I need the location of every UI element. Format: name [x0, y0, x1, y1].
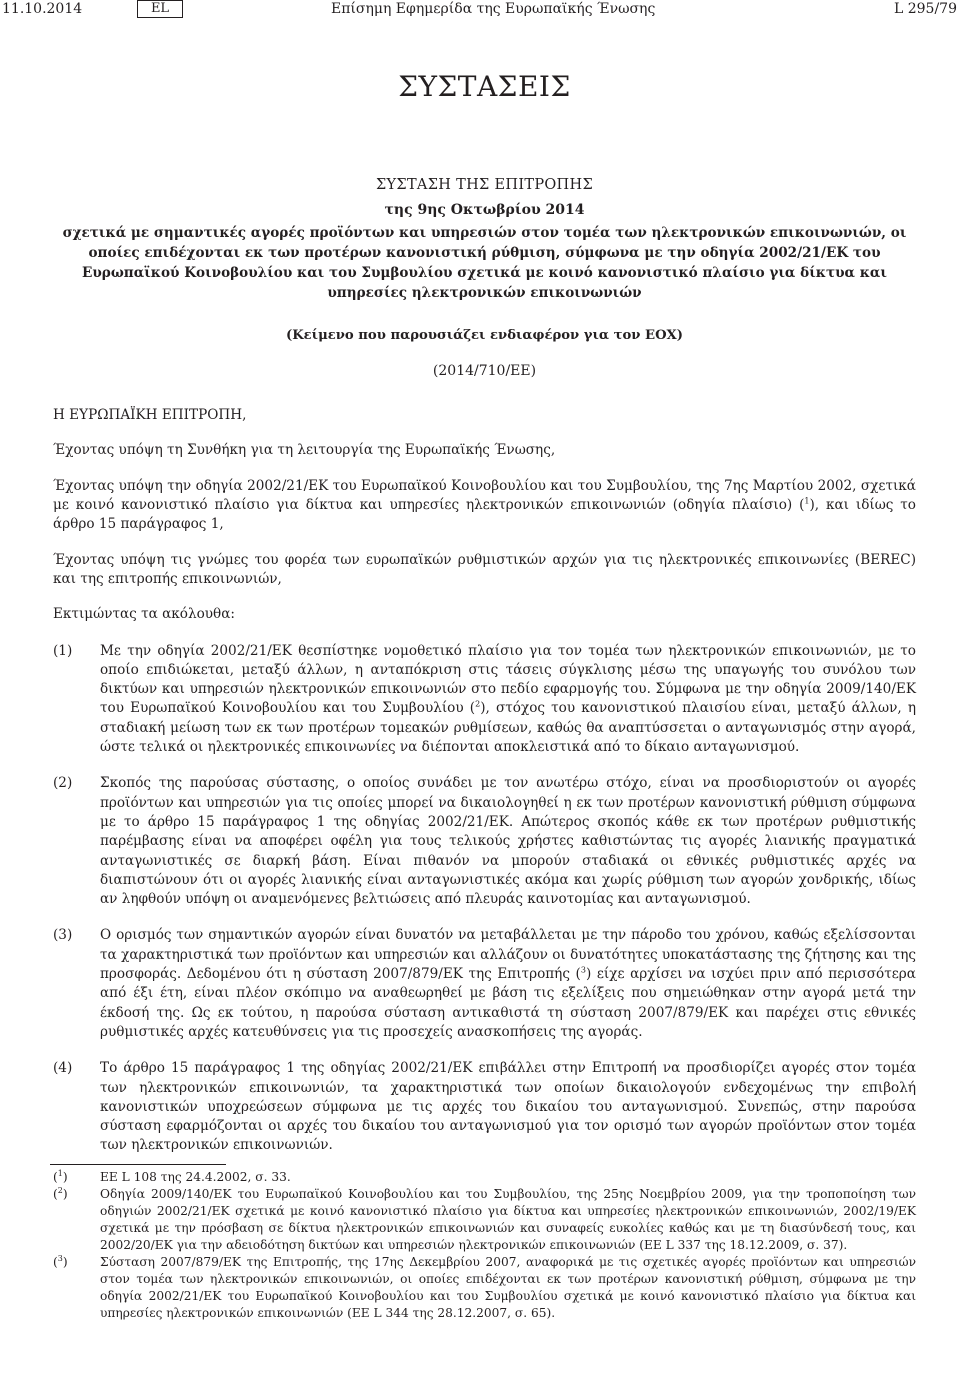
recital-text: Με την οδηγία 2002/21/ΕΚ θεσπίστηκε νομοθετικό πλαίσιο για τον τομέα των ηλεκτρονικών επικοινωνιών, με το οποίο επιδιώκεται, μεταξύ άλλων, η ανταπόκριση στις τάσεις σύγκλισης μέσω της υπαγωγής του συνόλου των δικτύων και υπηρεσιών ηλεκτρονικών επικοινωνιών στο πεδίο εφαρμογής του. Σύμφωνα με την οδηγία 2009/140/ΕΚ του Ευρωπαϊκού Κοινοβουλίου και του Συμβουλίου ($^2$), στόχος του κανονιστικού πλαισίου είναι, μεταξύ άλλων, η σταδιακή μείωση των εκ των προτέρων τομεακών ρυθμίσεων, καθώς θα αναπτύσσεται ο ανταγωνισμός στην αγορά, ώστε τελικά οι ηλεκτρονικές επικοινωνίες να διέπονται αποκλειστικά από το δίκαιο ανταγωνισμού. — [100, 642, 917, 756]
footnote-text: Οδηγία 2009/140/ΕΚ του Ευρωπαϊκού Κοινοβουλίου και του Συμβουλίου, της 25ης Νοεμβρίου 2009, για την τροποποίηση των οδηγιών 2002/21/ΕΚ σχετικά με κοινό κανονιστικό πλαίσιο για δίκτυα και υπηρεσίες ηλεκτρονικών επικοινωνιών, 2002/19/ΕΚ σχετικά με την πρόσβαση σε δίκτυα ηλεκτρονικών επικοινωνιών και συναφείς ευκολίες καθώς και με τη διασύνδεσή τους, και 2002/20/ΕΚ για την αδειοδότηση δικτύων και υπηρεσιών ηλεκτρονικών επικοινωνιών (ΕΕ L 337 της 18.12.2009, σ. 37). — [100, 1186, 916, 1253]
act-reference: (2014/710/ΕΕ) — [432, 362, 537, 379]
footnote-divider — [50, 1164, 226, 1165]
eea-relevance: (Κείμενο που παρουσιάζει ενδιαφέρον για τον ΕΟΧ) — [285, 327, 684, 343]
act-subject: σχετικά με σημαντικές αγορές προϊόντων και υπηρεσιών στον τομέα των ηλεκτρονικών επικοινωνιών, οι οποίες επιδέχονται εκ των προτέρων κανονιστική ρύθμιση, σύμφωνα με την οδηγία 2002/21/ΕΚ του Ευρωπαϊκού Κοινοβουλίου και του Συμβουλίου σχετικά με κοινό κανονιστικό πλαίσιο για δίκτυα και υπηρεσίες ηλεκτρονικών επικοινωνιών — [62, 224, 907, 301]
recital-2 — [53, 774, 916, 909]
preamble-author: Η ΕΥΡΩΠΑΪΚΗ ΕΠΙΤΡΟΠΗ, — [53, 407, 247, 424]
page-reference: L 295/79 — [894, 1, 957, 17]
footnote-ref-3: 3 — [580, 965, 586, 975]
recital-1 — [53, 642, 916, 758]
footnote: ($^2$) Οδηγία 2009/140/ΕΚ του Ευρωπαϊκού Κοινοβουλίου και του Συμβουλίου, της 25ης Νοεμβρίου 2009, για την τροποποίηση των οδηγιών 2002/21/ΕΚ σχετικά με κοινό κανονιστικό πλαίσιο για δίκτυα και υπηρεσίες ηλεκτρονικών επικοινωνιών, 2002/19/ΕΚ σχετικά με την πρόσβαση σε δίκτυα ηλεκτρονικών επικοινωνιών και συναφείς ευκολίες καθώς και με τη διασύνδεσή τους, και 2002/20/ΕΚ για την αδειοδότηση δικτύων και υπηρεσιών ηλεκτρονικών επικοινωνιών (ΕΕ L 337 της 18.12.2009, σ. 37). — [53, 1186, 916, 1254]
act-title: ΣΥΣΤΑΣΗ ΤΗΣ ΕΠΙΤΡΟΠΗΣ — [375, 177, 594, 193]
recital-number: (2) — [53, 775, 73, 792]
recital-number: (1) — [53, 642, 73, 659]
recital-number: (3) — [53, 927, 73, 944]
footnote: ($^3$) Σύσταση 2007/879/ΕΚ της Επιτροπής, της 17ης Δεκεμβρίου 2007, αναφορικά με τις σχετικές αγορές προϊόντων και υπηρεσιών στον τομέα των ηλεκτρονικών επικοινωνιών, οι οποίες επιδέχονται εκ των προτέρων κανονιστική ρύθμιση, σύμφωνα με την οδηγία 2002/21/ΕΚ του Ευρωπαϊκού Κοινοβουλίου και του Συμβουλίου σχετικά με κοινό κανονιστικό πλαίσιο για δίκτυα και υπηρεσίες ηλεκτρονικών επικοινωνιών (ΕΕ L 344 της 28.12.2007, σ. 65). — [53, 1254, 916, 1322]
citation-directive: Έχοντας υπόψη την οδηγία 2002/21/ΕΚ του Ευρωπαϊκού Κοινοβουλίου και του Συμβουλίου, της 7ης Μαρτίου 2002, σχετικά με κοινό κανονιστικό πλαίσιο για δίκτυα και υπηρεσίες ηλεκτρονικών επικοινωνιών (οδηγία πλαίσιο) ($^1$), και ιδίως το άρθρο 15 παράγραφος 1, — [53, 477, 916, 533]
footnotes — [53, 1169, 916, 1323]
recital-3 — [53, 926, 916, 1042]
footnote-text: Σύσταση 2007/879/ΕΚ της Επιτροπής, της 17ης Δεκεμβρίου 2007, αναφορικά με τις σχετικές αγορές προϊόντων και υπηρεσιών στον τομέα των ηλεκτρονικών επικοινωνιών, οι οποίες επιδέχονται εκ των προτέρων κανονιστική ρύθμιση, σύμφωνα με την οδηγία 2002/21/ΕΚ του Ευρωπαϊκού Κοινοβουλίου και του Συμβουλίου σχετικά με κοινό κανονιστικό πλαίσιο για δίκτυα και υπηρεσίες ηλεκτρονικών επικοινωνιών (ΕΕ L 344 της 28.12.2007, σ. 65). — [100, 1255, 916, 1321]
citation-berec: Έχοντας υπόψη τις γνώμες του φορέα των ευρωπαϊκών ρυθμιστικών αρχών για τις ηλεκτρονικές επικοινωνίες (BEREC) και της επιτροπής επικοινωνιών, — [53, 551, 916, 587]
recital-text: Το άρθρο 15 παράγραφος 1 της οδηγίας 2002/21/ΕΚ επιβάλλει στην Επιτροπή να προσδιορίζει αγορές στον τομέα των ηλεκτρονικών επικοινωνιών, τα χαρακτηριστικά των οποίων δικαιολογούν ενδεχομένως την επιβολή κανονιστικών υποχρεώσεων σύμφωνα με τις αρχές του δικαίου του ανταγωνισμού. Συνεπώς, στην παρούσα σύσταση εφαρμόζονται οι αρχές του δικαίου του ανταγωνισμού για τον ορισμό των αγορών προϊόντων στον τομέα των ηλεκτρονικών επικοινωνιών. — [100, 1060, 916, 1154]
act-date: της 9ης Οκτωβρίου 2014 — [384, 202, 585, 219]
footnote-number: 2 — [57, 1185, 63, 1195]
footnote-number: 1 — [57, 1168, 63, 1178]
recital-text: Ο ορισμός των σημαντικών αγορών είναι δυνατόν να μεταβάλλεται με την πάροδο του χρόνου, καθώς εξελίσσονται τα χαρακτηριστικά των προϊόντων και υπηρεσιών και αλλάζουν οι δυνατότητες υποκατάστασης της ζήτησης και της προσφοράς. Δεδομένου ότι η σύσταση 2007/879/ΕΚ της Επιτροπής ($^3$) είχε αρχίσει να ισχύει πριν από περισσότερα από έξι έτη, είναι πλέον σκόπιμο να αναθεωρηθεί με βάση τις εξελίξεις που σημειώθηκαν στην αγορά μετά την έκδοσή της. Ως εκ τούτου, η παρούσα σύσταση αντικαθιστά τη σύσταση 2007/879/ΕΚ και παρέχει στις εθνικές ρυθμιστικές αρχές κατευθύνσεις για τις προσεχείς ανασκοπήσεις της αγοράς. — [100, 927, 916, 1040]
footnote-ref-2: 2 — [475, 699, 481, 709]
language-badge: EL — [137, 0, 183, 18]
footnote-number: 3 — [57, 1254, 63, 1264]
recital-4 — [53, 1059, 916, 1155]
footnote: ($^1$) ΕΕ L 108 της 24.4.2002, σ. 33. — [53, 1169, 916, 1186]
publication-date: 11.10.2014 — [2, 1, 83, 17]
page-header — [0, 0, 960, 24]
section-title: ΣΥΣΤΑΣΕΙΣ — [398, 70, 571, 103]
recital-text: Σκοπός της παρούσας σύστασης, ο οποίος συνάδει με τον ανωτέρω στόχο, είναι να προσδιοριστούν οι αγορές προϊόντων και υπηρεσιών για τις οποίες μπορεί να δικαιολογηθεί η εκ των προτέρων κανονιστική ρύθμιση σύμφωνα με το άρθρο 15 παράγραφος 1 της οδηγίας 2002/21/ΕΚ. Απώτερος σκοπός κάθε εκ των προτέρων ρυθμιστικής παρέμβασης είναι να αποφέρει οφέλη για τους τελικούς χρήστες καθιστώντας τις αγορές λιανικής πραγματικά ανταγωνιστικές σε διαρκή βάση. Είναι πιθανόν να μπορούν σταδιακά οι εθνικές ρυθμιστικές αρχές να διαπιστώνουν ότι οι αγορές λιανικής είναι ανταγωνιστικές ακόμα και χωρίς ρύθμιση των αγορών χονδρικής, ιδίως αν ληφθούν υπόψη οι αναμενόμενες βελτιώσεις από πλευράς καινοτομίας και ανταγωνισμού. — [100, 775, 916, 908]
footnote-text: ΕΕ L 108 της 24.4.2002, σ. 33. — [100, 1169, 291, 1184]
whereas-heading: Εκτιμώντας τα ακόλουθα: — [53, 606, 235, 623]
footnote-ref-1: 1 — [804, 496, 810, 506]
recital-number: (4) — [53, 1060, 73, 1077]
citation-treaty: Έχοντας υπόψη τη Συνθήκη για τη λειτουργία της Ευρωπαϊκής Ένωσης, — [53, 442, 556, 459]
journal-title: Επίσημη Εφημερίδα της Ευρωπαϊκής Ένωσης — [331, 1, 656, 17]
